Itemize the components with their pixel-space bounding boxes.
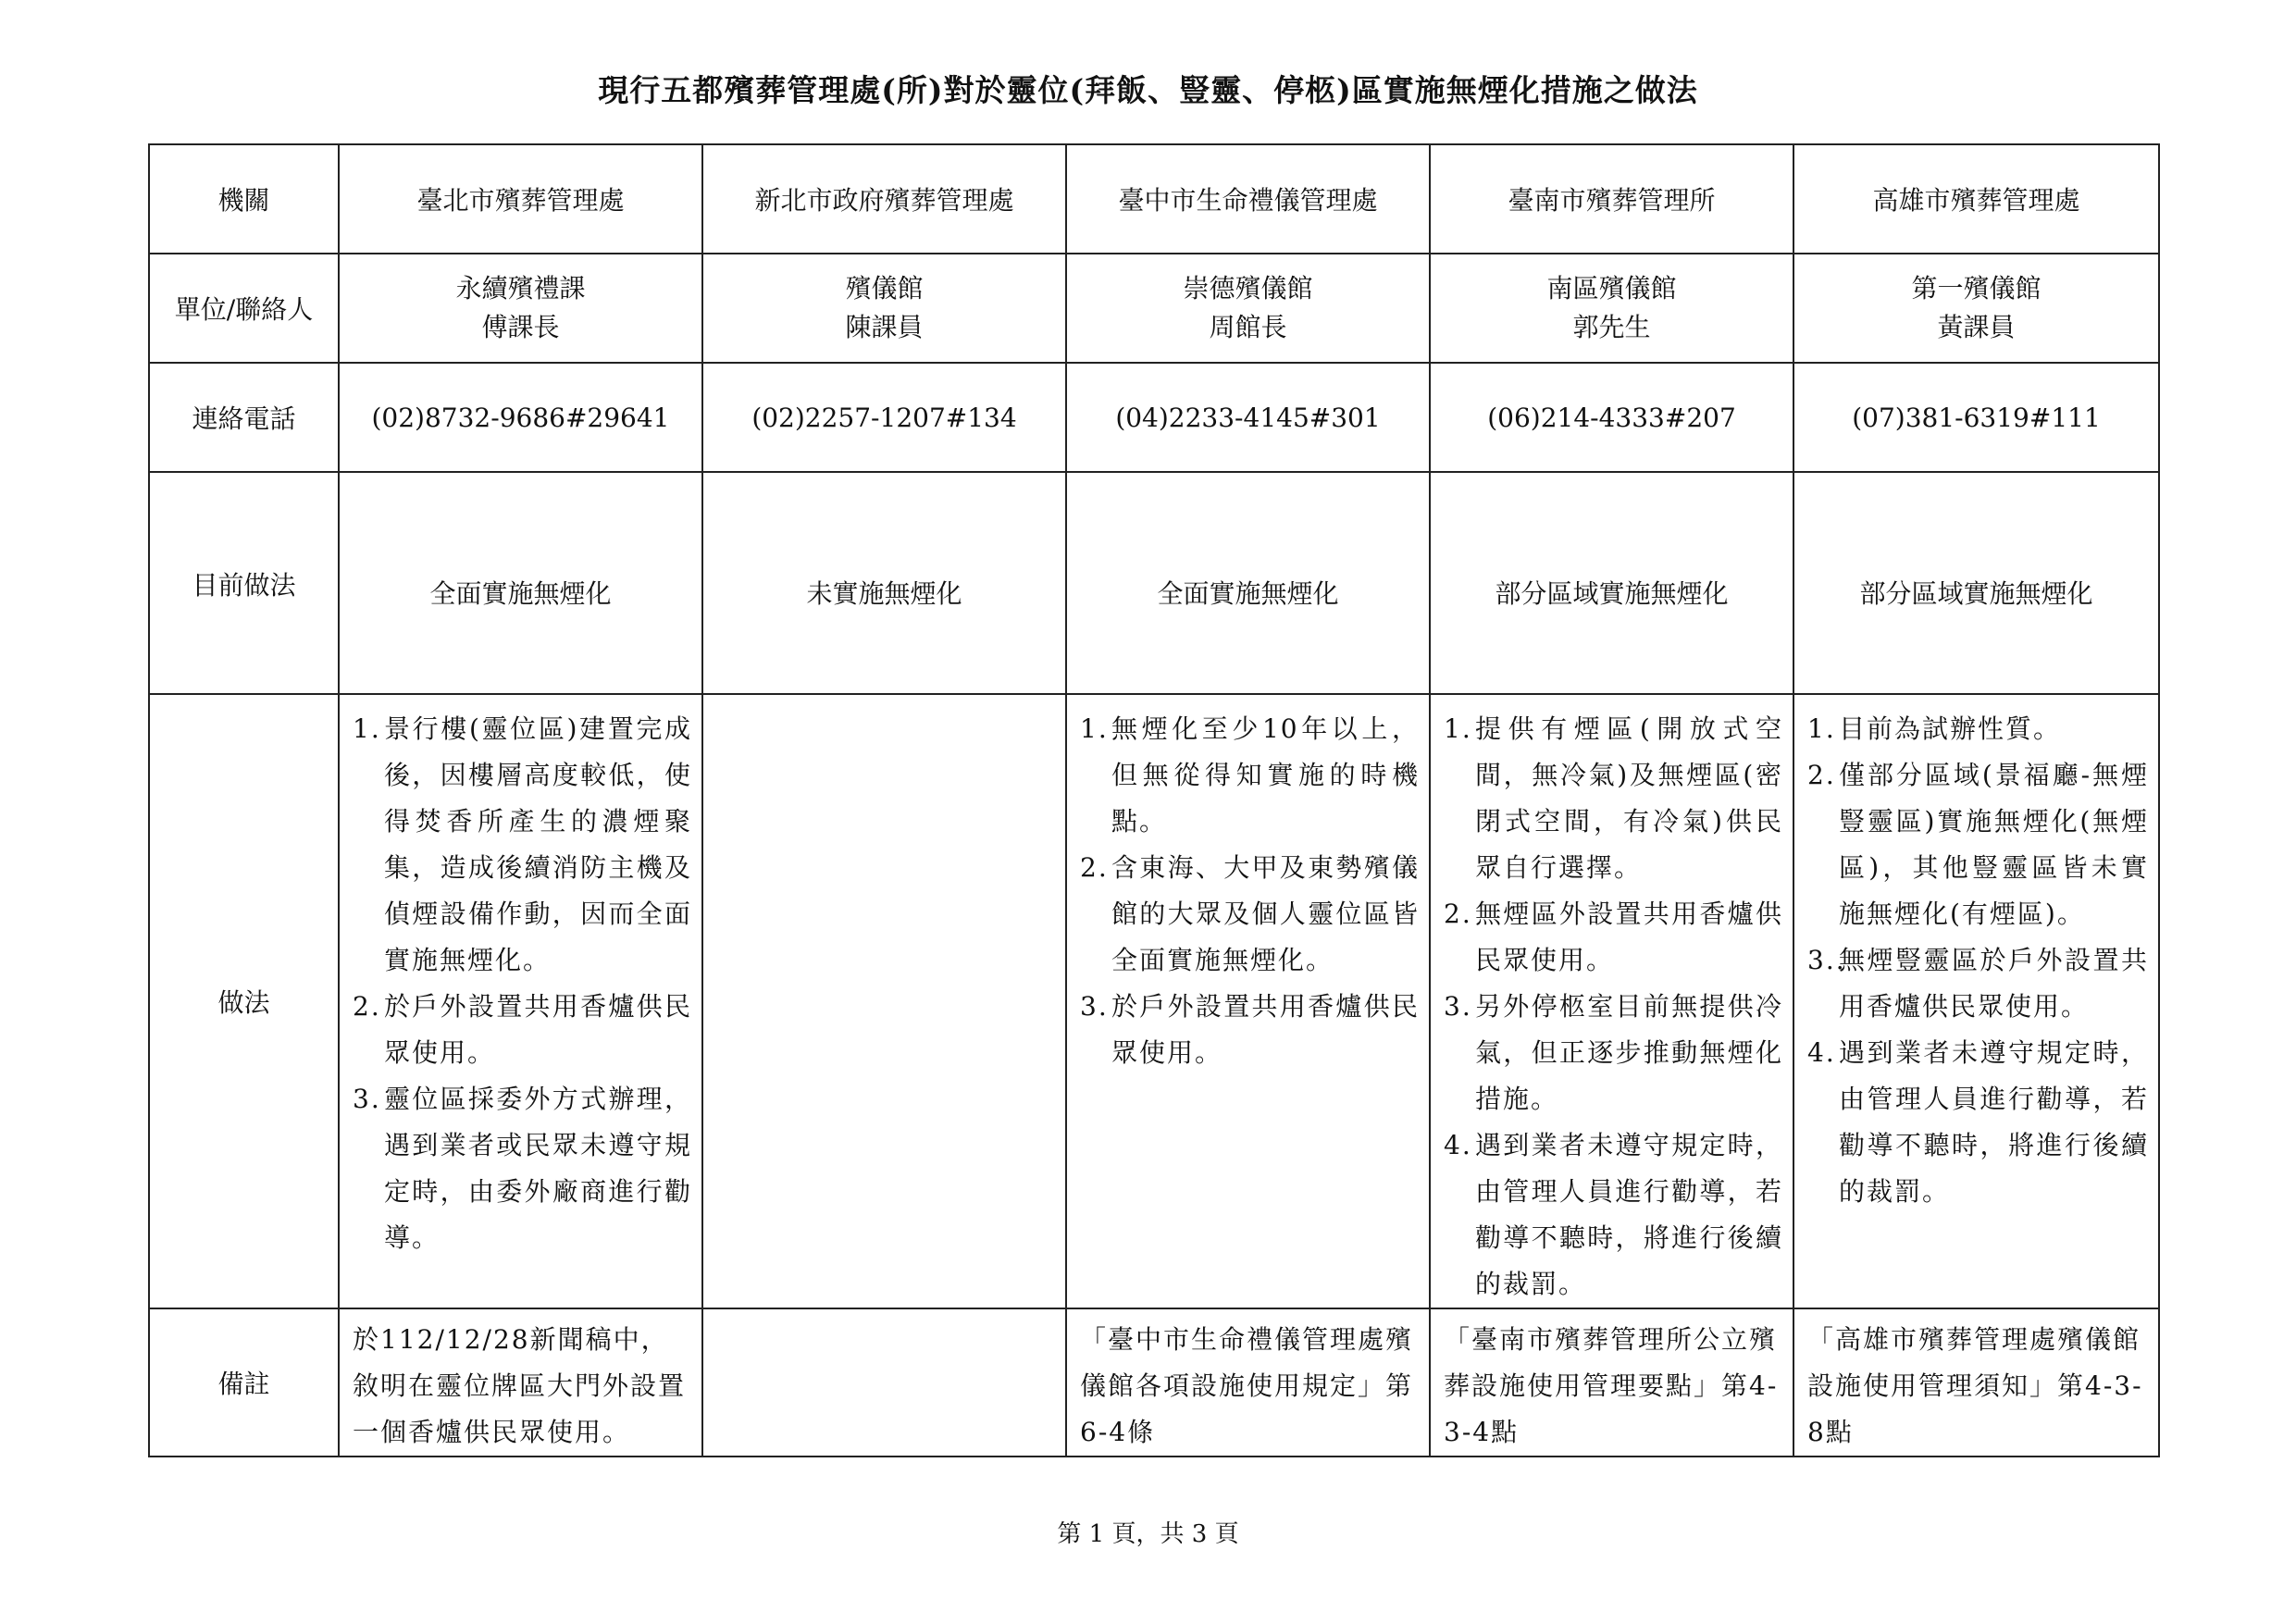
method-item: [1080, 706, 1420, 845]
method-item-number: 3.: [353, 1084, 381, 1114]
method-list: [1794, 695, 2158, 1215]
method-item-number: 4.: [1807, 1037, 1836, 1068]
remark-cell: [1793, 1308, 2159, 1457]
row-label-method: 做法: [149, 694, 339, 1308]
method-item: [1080, 845, 1420, 984]
current-practice: 部分區域實施無煙化: [1793, 472, 2159, 694]
method-cell: [339, 694, 702, 1308]
row-agency: [149, 144, 2159, 254]
method-item-text: 於戶外設置共用香爐供民眾使用。: [1111, 991, 1420, 1068]
phone-number: (02)2257-1207#134: [702, 363, 1066, 472]
current-practice: 未實施無煙化: [702, 472, 1066, 694]
method-item-number: 2.: [353, 991, 381, 1022]
method-item-number: 3.: [1080, 991, 1109, 1022]
method-cell: [1793, 694, 2159, 1308]
remark-text: 「臺中市生命禮儀管理處殯儀館各項設施使用規定」第6-4條: [1080, 1324, 1414, 1447]
method-cell: [1430, 694, 1793, 1308]
row-label-agency: 機關: [149, 144, 339, 254]
method-item-number: 2.: [1080, 852, 1109, 883]
remark-text: 「高雄市殯葬管理處殯儀館設施使用管理須知」第4-3-8點: [1807, 1324, 2143, 1447]
unit-contact-cell: [1793, 254, 2159, 363]
method-item: [353, 706, 692, 984]
document-title: 現行五都殯葬管理處(所)對於靈位(拜飯、豎靈、停柩)區實施無煙化措施之做法: [598, 72, 1698, 108]
method-cell-empty: [702, 694, 1066, 1308]
method-item-text: 含東海、大甲及東勢殯儀館的大眾及個人靈位區皆全面實施無煙化。: [1111, 852, 1420, 975]
method-item-text: 無煙化至少10年以上，但無從得知實施的時機點。: [1111, 713, 1420, 837]
method-item-number: 2.: [1444, 899, 1472, 929]
method-item-text: 無煙豎靈區於戶外設置共用香爐供民眾使用。: [1839, 945, 2149, 1022]
method-item: [1807, 752, 2149, 937]
unit-contact-cell: [1430, 254, 1793, 363]
method-item: [1444, 891, 1783, 984]
current-practice: 部分區域實施無煙化: [1430, 472, 1793, 694]
method-item-number: 4.: [1444, 1130, 1472, 1160]
method-item-text: 靈位區採委外方式辦理，遇到業者或民眾未遵守規定時，由委外廠商進行勸導。: [384, 1084, 692, 1253]
phone-number: (07)381-6319#111: [1793, 363, 2159, 472]
method-item: [1444, 1122, 1783, 1308]
remark-text: 「臺南市殯葬管理所公立殯葬設施使用管理要點」第4-3-4點: [1444, 1324, 1779, 1447]
method-list: [1067, 695, 1429, 1076]
agency-name: 臺南市殯葬管理所: [1430, 144, 1793, 254]
current-practice: 全面實施無煙化: [1066, 472, 1430, 694]
remark-cell: [1066, 1308, 1430, 1457]
remark-cell: [339, 1308, 702, 1457]
agency-name: 高雄市殯葬管理處: [1793, 144, 2159, 254]
unit-contact-cell: [339, 254, 702, 363]
row-current-practice: [149, 472, 2159, 694]
remark-cell: [1430, 1308, 1793, 1457]
method-item-text: 目前為試辦性質。: [1839, 713, 2062, 744]
method-item-text: 遇到業者未遵守規定時，由管理人員進行勸導，若勸導不聽時，將進行後續的裁罰。: [1475, 1130, 1783, 1299]
phone-number: (06)214-4333#207: [1430, 363, 1793, 472]
method-item-number: 1.: [353, 713, 381, 744]
policy-table: [148, 143, 2160, 1457]
method-item-text: 於戶外設置共用香爐供民眾使用。: [384, 991, 692, 1068]
method-item-text: 遇到業者未遵守規定時，由管理人員進行勸導，若勸導不聽時，將進行後續的裁罰。: [1839, 1037, 2149, 1207]
row-label-phone: 連絡電話: [149, 363, 339, 472]
phone-number: (04)2233-4145#301: [1066, 363, 1430, 472]
page-number-footer: 第 1 頁，共 3 頁: [1057, 1520, 1239, 1548]
method-item: [1444, 984, 1783, 1122]
method-item-number: 1.: [1080, 713, 1109, 744]
agency-name: 新北市政府殯葬管理處: [702, 144, 1066, 254]
contact-person: 黃課員: [1937, 312, 2016, 342]
unit-name: 永續殯禮課: [455, 273, 586, 304]
phone-number: (02)8732-9686#29641: [339, 363, 702, 472]
method-list: [340, 695, 701, 1261]
method-item: [1807, 1030, 2149, 1215]
current-practice: 全面實施無煙化: [339, 472, 702, 694]
method-cell: [1066, 694, 1430, 1308]
method-item-text: 景行樓(靈位區)建置完成後，因樓層高度較低，使得焚香所產生的濃煙聚集，造成後續消防主機及偵煙設備作動，因而全面實施無煙化。: [384, 713, 692, 975]
method-item-number: 3.: [1444, 991, 1472, 1022]
method-item: [1807, 706, 2149, 752]
method-item: [353, 1076, 692, 1261]
method-item-number: 3..: [1807, 945, 1846, 975]
agency-name: 臺北市殯葬管理處: [339, 144, 702, 254]
unit-name: 崇德殯儀館: [1183, 273, 1313, 304]
agency-name: 臺中市生命禮儀管理處: [1066, 144, 1430, 254]
method-item-text: 另外停柩室目前無提供冷氣，但正逐步推動無煙化措施。: [1475, 991, 1783, 1114]
method-item-text: 提供有煙區(開放式空間，無冷氣)及無煙區(密閉式空間，有冷氣)供民眾自行選擇。: [1475, 713, 1783, 883]
contact-person: 周館長: [1209, 312, 1287, 342]
contact-person: 傅課長: [481, 312, 560, 342]
method-item-number: 1.: [1807, 713, 1836, 744]
method-item: [353, 984, 692, 1076]
method-item-number: 1.: [1444, 713, 1472, 744]
row-unit-contact: [149, 254, 2159, 363]
method-list: [1431, 695, 1793, 1308]
row-label-current-text: 目前做法: [192, 570, 296, 601]
row-remarks: [149, 1308, 2159, 1457]
unit-name: 第一殯儀館: [1911, 273, 2042, 304]
remark-text: 於112/12/28新聞稿中，敘明在靈位牌區大門外設置一個香爐供民眾使用。: [353, 1324, 687, 1447]
method-item-number: 2.: [1807, 760, 1836, 790]
method-item: [1807, 937, 2149, 1030]
method-item: [1080, 984, 1420, 1076]
contact-person: 陳課員: [845, 312, 924, 342]
row-phone: [149, 363, 2159, 472]
unit-name: 殯儀館: [845, 273, 924, 304]
row-label-remarks: 備註: [149, 1308, 339, 1457]
unit-contact-cell: [702, 254, 1066, 363]
row-label-current: [149, 472, 339, 694]
method-item-text: 無煙區外設置共用香爐供民眾使用。: [1475, 899, 1783, 975]
unit-name: 南區殯儀館: [1546, 273, 1677, 304]
method-item: [1444, 706, 1783, 891]
row-method: [149, 694, 2159, 1308]
unit-contact-cell: [1066, 254, 1430, 363]
remark-cell-empty: [702, 1308, 1066, 1457]
row-label-unit-contact: 單位/聯絡人: [149, 254, 339, 363]
contact-person: 郭先生: [1572, 312, 1651, 342]
method-item-text: 僅部分區域(景福廳-無煙豎靈區)實施無煙化(無煙區)，其他豎靈區皆未實施無煙化(有煙區)。: [1839, 760, 2149, 929]
